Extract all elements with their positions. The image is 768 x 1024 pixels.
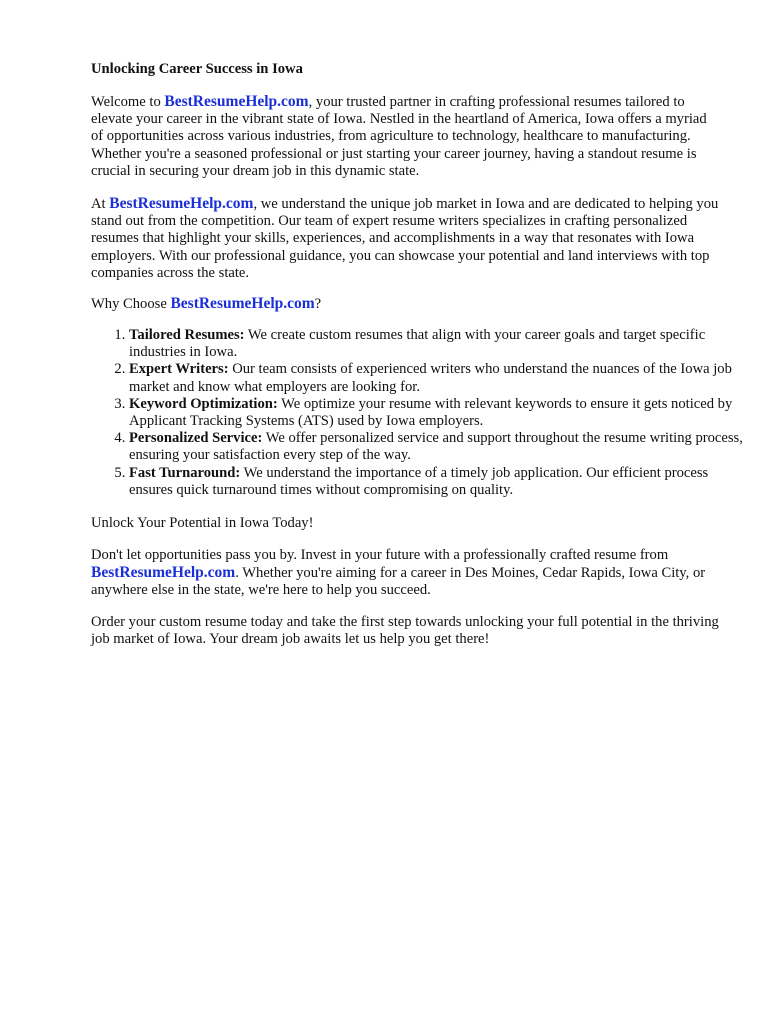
list-item bbox=[129, 327, 749, 361]
closing-paragraph: Order your custom resume today and take the first step towards unlocking your full potential in the thriving job market of Iowa. Your dream job awaits let us help you get there! bbox=[91, 614, 719, 648]
invest-paragraph bbox=[91, 547, 721, 600]
reason-label: Keyword Optimization: bbox=[129, 395, 278, 412]
site-link[interactable]: BestResumeHelp.com bbox=[91, 564, 236, 582]
intro-paragraph bbox=[91, 93, 721, 180]
reason-label: Tailored Resumes: bbox=[129, 327, 245, 343]
document-title: Unlocking Career Success in Iowa bbox=[91, 61, 303, 77]
intro-text-rest: , your trusted partner in crafting professional resumes tailored to elevate your career in the vibrant state of Iowa. Nestled in the heartland of America, Iowa offers a myriad of opportunities across various industries, from agriculture to technology, healthcare to manufacturing. Whether you're a seasoned professional or just starting your career journey, having a standout resume is crucial in securing your dream job in this dynamic state. bbox=[91, 94, 707, 179]
invest-text-rest: . Whether you're aiming for a career in Des Moines, Cedar Rapids, Iowa City, or anywhere else in the state, we're here to help you succeed. bbox=[91, 565, 706, 599]
why-text-end: ? bbox=[314, 296, 322, 312]
invest-text-start: Don't let opportunities pass you by. Invest in your future with a professionally crafted resume from bbox=[91, 547, 669, 563]
reason-text: We offer personalized service and support throughout the resume writing process, ensuring your satisfaction every step of the way. bbox=[129, 430, 743, 464]
unlock-heading: Unlock Your Potential in Iowa Today! bbox=[91, 515, 314, 531]
site-link[interactable]: BestResumeHelp.com bbox=[109, 195, 254, 212]
site-link[interactable]: BestResumeHelp.com bbox=[164, 93, 309, 110]
about-text-rest: , we understand the unique job market in Iowa and are dedicated to helping you stand out from the competition. Our team of expert resume writers specializes in crafting personalized resumes that highlight your skills, experiences, and accomplishments in a way that resonates with Iowa employers. With our professional guidance, you can showcase your potential and land interviews with top companies across the state. bbox=[91, 196, 719, 281]
reason-text: We optimize your resume with relevant keywords to ensure it gets noticed by Applicant Tracking Systems (ATS) used by Iowa employers. bbox=[129, 395, 733, 430]
reason-text: Our team consists of experienced writers who understand the nuances of the Iowa job market and know what employers are looking for. bbox=[129, 361, 732, 395]
site-link[interactable]: BestResumeHelp.com bbox=[170, 295, 315, 312]
reason-label: Expert Writers: bbox=[129, 361, 229, 378]
about-text-start: At bbox=[91, 196, 110, 212]
list-item bbox=[129, 361, 749, 395]
reason-label: Fast Turnaround: bbox=[129, 464, 241, 481]
list-item bbox=[129, 430, 749, 464]
reason-text: We create custom resumes that align with your career goals and target specific industries in Iowa. bbox=[129, 327, 706, 361]
why-choose-heading bbox=[91, 295, 721, 313]
reason-label: Personalized Service: bbox=[129, 430, 263, 447]
intro-text-start: Welcome to bbox=[91, 94, 165, 110]
list-item bbox=[129, 396, 749, 430]
why-text-start: Why Choose bbox=[91, 296, 171, 312]
about-paragraph bbox=[91, 195, 721, 282]
reasons-list bbox=[91, 327, 749, 499]
list-item bbox=[129, 465, 749, 499]
reason-text: We understand the importance of a timely job application. Our efficient process ensures quick turnaround times without compromising on quality. bbox=[129, 464, 709, 498]
